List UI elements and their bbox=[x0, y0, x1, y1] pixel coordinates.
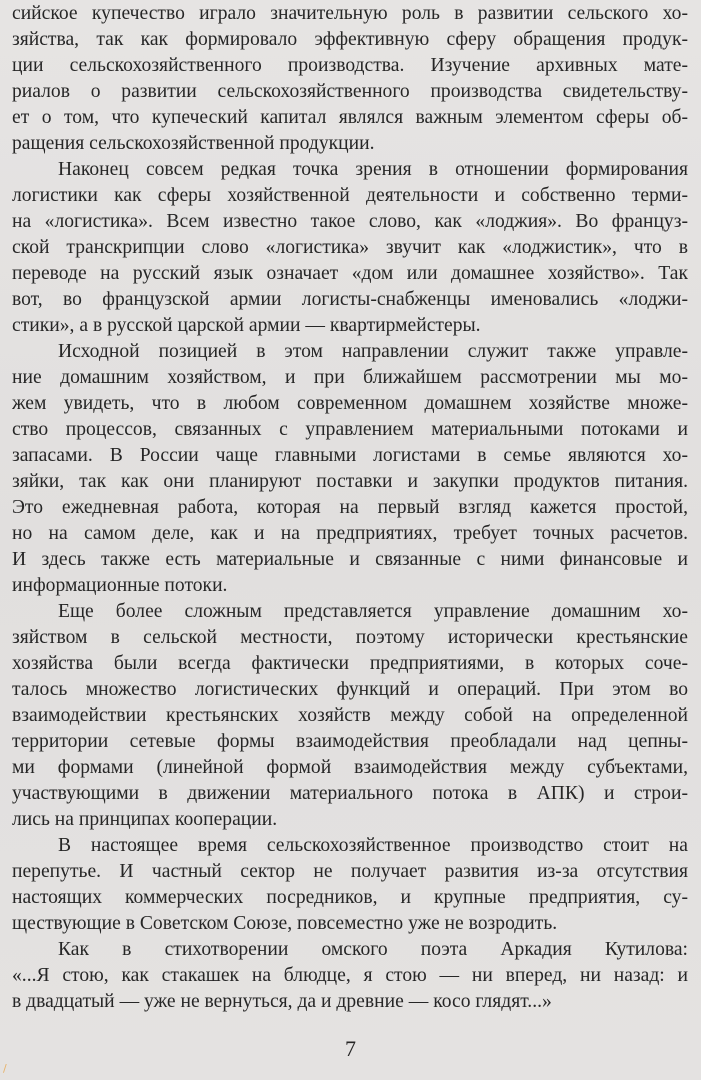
text-line: «...Я стою, как стакашек на блюдце, я стою — ни вперед, ни назад: и bbox=[12, 965, 688, 986]
text-line: И здесь также есть материальные и связанные с ними финансовые и bbox=[12, 549, 688, 570]
text-line: переводе на русский язык означает «дом или домашнее хозяйство». Так bbox=[12, 263, 688, 284]
text-line: ской транскрипции слово «логистика» звучит как «лоджистик», что в bbox=[12, 237, 688, 258]
text-line: Как в стихотворении омского поэта Аркадия Кутилова: bbox=[58, 939, 688, 960]
text-line: Наконец совсем редкая точка зрения в отношении формирования bbox=[58, 159, 688, 180]
page-number: 7 bbox=[345, 1036, 356, 1061]
text-line: запасами. В России чаще главными логистами в семье являются хо- bbox=[12, 445, 688, 466]
text-line: Исходной позицией в этом направлении служит также управле- bbox=[58, 341, 688, 362]
paragraph bbox=[12, 157, 688, 339]
text-line: участвующими в движении материального потока в АПК) и строи- bbox=[12, 783, 688, 804]
text-line: перепутье. И частный сектор не получает развития из-за отсутствия bbox=[12, 861, 688, 882]
corner-mark-icon: / bbox=[3, 1062, 7, 1075]
text-line: ращения сельскохозяйственной продукции. bbox=[12, 133, 375, 154]
text-line: но на самом деле, как и на предприятиях, требует точных расчетов. bbox=[12, 523, 688, 544]
text-line: ществующие в Советском Союзе, повсеместно уже не возродить. bbox=[12, 913, 558, 934]
body-text bbox=[12, 1, 688, 1015]
paragraph bbox=[12, 339, 688, 599]
text-line: настоящих коммерческих посредников, и крупные предприятия, су- bbox=[12, 887, 688, 908]
text-line: логистики как сферы хозяйственной деятельности и собственно терми- bbox=[12, 185, 688, 206]
paragraph bbox=[12, 1, 688, 157]
text-line: зяйства, так как формировало эффективную сферу обращения продук- bbox=[12, 29, 688, 50]
text-line: на «логистика». Всем известно такое слово, как «лоджия». Во француз- bbox=[12, 211, 688, 232]
text-line: территории сетевые формы взаимодействия преобладали над цепны- bbox=[12, 731, 688, 752]
text-line: ет о том, что купеческий капитал являлся важным элементом сферы об- bbox=[12, 107, 688, 128]
text-line: вот, во французской армии логисты-снабженцы именовались «лоджи- bbox=[12, 289, 688, 310]
text-line: талось множество логистических функций и операций. При этом во bbox=[12, 679, 688, 700]
text-line: взаимодействии крестьянских хозяйств между собой на определенной bbox=[12, 705, 688, 726]
text-line: лись на принципах кооперации. bbox=[12, 809, 278, 830]
text-line: сийское купечество играло значительную роль в развитии сельского хо- bbox=[12, 3, 688, 24]
text-line: стики», а в русской царской армии — квартирмейстеры. bbox=[12, 315, 481, 336]
text-line: Еще более сложным представляется управление домашним хо- bbox=[58, 601, 688, 622]
paragraph bbox=[12, 833, 688, 937]
text-line: ми формами (линейной формой взаимодействия между субъектами, bbox=[12, 757, 688, 778]
text-line: ции сельскохозяйственного производства. Изучение архивных мате- bbox=[12, 55, 688, 76]
text-line: зяйством в сельской местности, поэтому исторически крестьянские bbox=[12, 627, 688, 648]
text-line: информационные потоки. bbox=[12, 575, 228, 596]
text-line: в двадцатый — уже не вернуться, да и древние — косо глядят...» bbox=[12, 991, 552, 1012]
text-line: ство процессов, связанных с управлением материальными потоками и bbox=[12, 419, 688, 440]
paragraph bbox=[12, 937, 688, 1015]
text-line: Это ежедневная работа, которая на первый взгляд кажется простой, bbox=[12, 497, 688, 518]
text-line: зяйки, так как они планируют поставки и закупки продуктов питания. bbox=[12, 471, 688, 492]
text-line: В настоящее время сельскохозяйственное производство стоит на bbox=[58, 835, 688, 856]
text-line: хозяйства были всегда фактически предприятиями, в которых соче- bbox=[12, 653, 688, 674]
text-line: жем увидеть, что в любом современном домашнем хозяйстве множе- bbox=[12, 393, 688, 414]
text-line: риалов о развитии сельскохозяйственного производства свидетельству- bbox=[12, 81, 688, 102]
paragraph bbox=[12, 599, 688, 833]
text-line: ние домашним хозяйством, и при ближайшем рассмотрении мы мо- bbox=[12, 367, 688, 388]
